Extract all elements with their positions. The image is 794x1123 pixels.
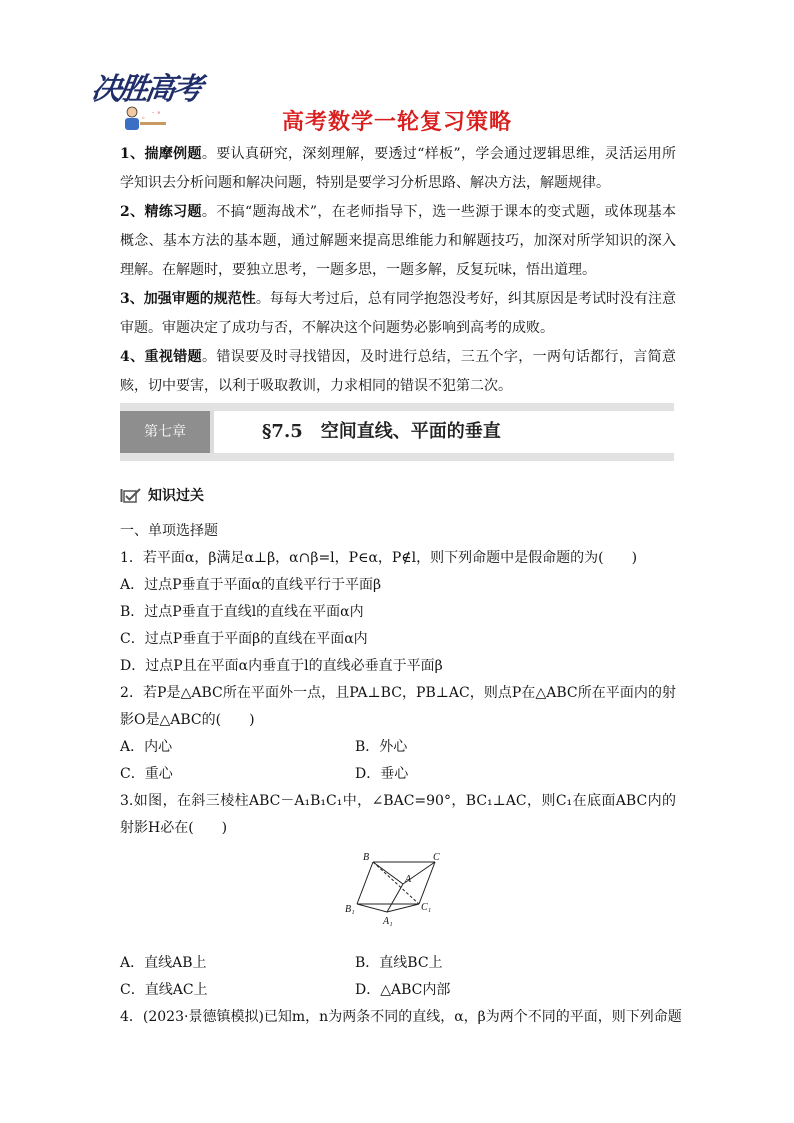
banner-divider-bottom bbox=[120, 453, 674, 461]
knowledge-title: 知识过关 bbox=[148, 488, 204, 504]
q1-option-a: A．过点P垂直于平面α的直线平行于平面β bbox=[120, 577, 382, 593]
q3-option-b: B．直线BC上 bbox=[355, 955, 443, 971]
page-title: 高考数学一轮复习策略 bbox=[281, 110, 512, 135]
tip-item: 4、重视错题。错误要及时寻找错因，及时进行总结，三五个字，一两句话都行，言简意赅，切中要害，以利于吸取教训，力求相同的错误不犯第二次。 bbox=[120, 349, 676, 394]
label-b1: B₁ bbox=[345, 904, 355, 915]
tip-item: 3、加强审题的规范性。每每大考过后，总有同学抱怨没考好，纠其原因是考试时没有注意审题。审题决定了成功与否，不解决这个问题势必影响到高考的成败。 bbox=[120, 291, 677, 336]
label-a: A bbox=[405, 874, 412, 885]
checkbox-check-icon bbox=[120, 488, 142, 504]
chapter-label: 第七章 bbox=[120, 411, 210, 453]
q1-option-b: B．过点P垂直于直线l的直线在平面α内 bbox=[120, 604, 364, 620]
q2-options-row-2 bbox=[120, 761, 676, 788]
q1-option-c: C．过点P垂直于平面β的直线在平面α内 bbox=[120, 631, 368, 647]
q2-option-c: C．重心 bbox=[120, 766, 173, 782]
chapter-banner bbox=[120, 403, 674, 461]
q3-options-row-1 bbox=[120, 950, 676, 977]
q2-option-a: A．内心 bbox=[120, 739, 173, 755]
q3-stem: 3.如图，在斜三棱柱ABC－A₁B₁C₁中，∠BAC=90°，BC₁⊥AC，则C₁在底面ABC内的射影H必在( ) bbox=[120, 793, 676, 836]
label-c1: C₁ bbox=[421, 902, 432, 913]
q3-option-a: A．直线AB上 bbox=[120, 955, 207, 971]
label-c: C bbox=[433, 852, 440, 863]
tip-item: 2、精练习题。不搞“题海战术”，在老师指导下，选一些源于课本的变式题，或体现基本概念、基本方法的基本题，通过解题来提高思维能力和解题技巧，加深对所学知识的深入理解。在解题时，要独立思考，一题多思，一题多解，反复玩味，悟出道理。 bbox=[120, 204, 677, 278]
q4-stem: 4．(2023·景德镇模拟)已知m，n为两条不同的直线，α，β为两个不同的平面，则下列命题 bbox=[120, 1009, 682, 1025]
q1-option-d: D．过点P且在平面α内垂直于l的直线必垂直于平面β bbox=[120, 658, 443, 674]
q2-option-b: B．外心 bbox=[355, 739, 408, 755]
q3-option-c: C．直线AC上 bbox=[120, 982, 208, 998]
svg-text:。 ˙ ˚: 。 ˙ ˚ bbox=[142, 112, 161, 120]
section-title: §7.5 空间直线、平面的垂直 bbox=[262, 421, 501, 442]
label-b: B bbox=[363, 852, 370, 863]
q2-stem: 2．若P是△ABC所在平面外一点，且PA⊥BC，PB⊥AC，则点P在△ABC所在平面内的射影O是△ABC的( ) bbox=[120, 685, 676, 728]
q2-option-d: D．垂心 bbox=[355, 766, 409, 782]
q2-options-row-1 bbox=[120, 734, 676, 761]
q1-stem: 1．若平面α，β满足α⊥β，α∩β=l，P∈α，P∉l，则下列命题中是假命题的为( ) bbox=[120, 550, 638, 566]
q3-options-row-2 bbox=[120, 977, 676, 1004]
banner-separator bbox=[210, 411, 214, 453]
label-a1: A₁ bbox=[383, 916, 393, 927]
logo-text: 决胜高考 bbox=[89, 72, 202, 107]
tip-item: 1、揣摩例题。要认真研究，深刻理解，要透过“样板”，学会通过逻辑思维，灵活运用所学知识去分析问题和解决问题，特别是要学习分析思路、解决方法，解题规律。 bbox=[120, 146, 677, 191]
part-title: 一、单项选择题 bbox=[120, 523, 218, 539]
question-list bbox=[120, 518, 682, 1031]
banner-divider-top bbox=[120, 403, 674, 411]
q3-option-d: D．△ABC内部 bbox=[355, 982, 451, 998]
study-tips bbox=[120, 140, 676, 401]
prism-diagram bbox=[343, 848, 443, 930]
